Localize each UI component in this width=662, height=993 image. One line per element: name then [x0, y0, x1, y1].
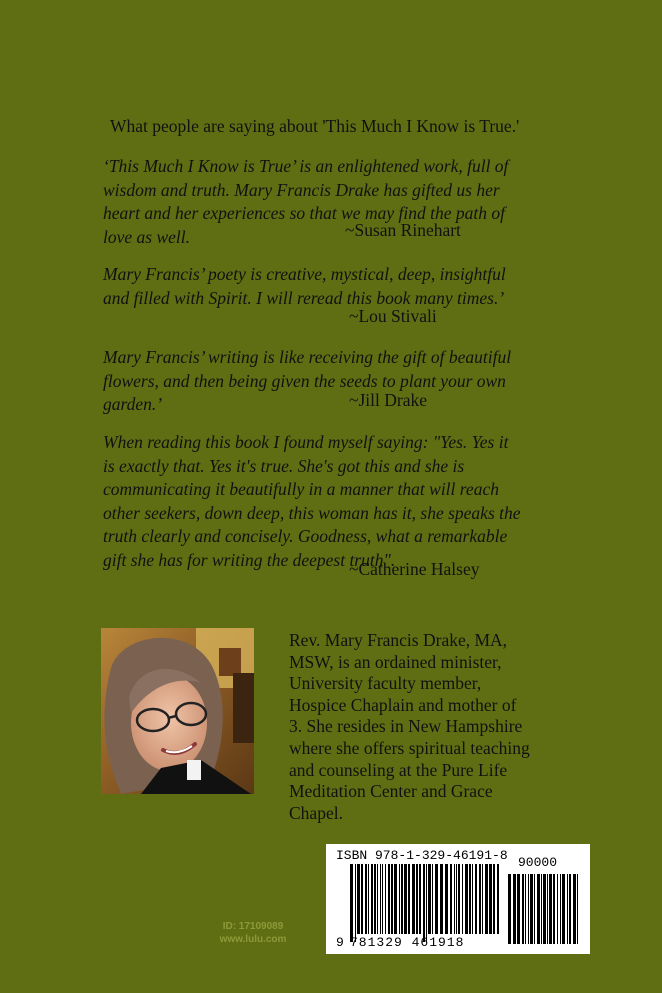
testimonial-line: is exactly that. Yes it's true. She's got this and she is: [103, 455, 465, 476]
testimonial-line: Mary Francis’ writing is like receiving the gift of beautiful: [103, 347, 512, 367]
isbn-text: ISBN 978-1-329-46191-8: [336, 848, 508, 863]
testimonial-2: [103, 263, 543, 310]
testimonial-line: and filled with Spirit. I will reread this book many times.’: [103, 287, 505, 308]
testimonial-line: flowers, and then being given the seeds to plant your own: [103, 370, 506, 391]
bio-line: Meditation Center and Grace: [289, 781, 493, 802]
bio-line: where she offers spiritual teaching: [289, 737, 530, 758]
heading: What people are saying about 'This Much I Know is True.': [110, 116, 520, 136]
testimonial-1-attribution: ~Susan Rinehart: [345, 220, 461, 240]
testimonial-line: love as well.: [103, 226, 190, 247]
testimonial-line: garden.’: [103, 394, 163, 414]
bio-line: Chapel.: [289, 802, 343, 823]
testimonial-line: When reading this book I found myself saying: "Yes. Yes it: [103, 432, 509, 452]
testimonial-4-attribution: ~Catherine Halsey: [349, 559, 480, 579]
author-bio: [289, 630, 554, 824]
testimonial-line: wisdom and truth. Mary Francis Drake has gifted us her: [103, 179, 500, 200]
testimonial-line: truth clearly and concisely. Goodness, what a remarkable: [103, 526, 508, 546]
testimonial-1: [103, 155, 543, 249]
bio-line: MSW, is an ordained minister,: [289, 651, 502, 672]
barcode-digits: 781329 461918: [350, 935, 465, 950]
testimonial-3-attribution: ~Jill Drake: [349, 390, 427, 410]
lulu-url: www.lulu.com: [219, 934, 287, 945]
bio-line: University faculty member,: [289, 673, 482, 694]
testimonial-line: gift she has for writing the deepest truth".: [103, 549, 396, 570]
lulu-id: ID: 17109089: [222, 921, 284, 932]
bio-line: Hospice Chaplain and mother of: [289, 694, 517, 715]
bio-line: Rev. Mary Francis Drake, MA,: [289, 630, 508, 650]
author-photo: [101, 628, 254, 794]
testimonial-line: Mary Francis’ poety is creative, mystical, deep, insightful: [103, 264, 506, 284]
testimonial-line: ‘This Much I Know is True’ is an enlightened work, full of: [103, 156, 509, 176]
price-addon-text: 90000: [518, 855, 558, 870]
testimonial-3: [103, 346, 543, 417]
barcode-lead-digit: 9: [336, 935, 344, 950]
lulu-watermark: [213, 920, 293, 946]
barcode-box: [326, 844, 590, 954]
bio-line: 3. She resides in New Hampshire: [289, 716, 523, 737]
testimonial-line: other seekers, down deep, this woman has it, she speaks the: [103, 502, 521, 523]
bio-line: and counseling at the Pure Life: [289, 759, 508, 780]
testimonial-line: heart and her experiences so that we may find the path of: [103, 203, 505, 223]
testimonial-2-attribution: ~Lou Stivali: [349, 306, 437, 326]
testimonial-4: [103, 431, 543, 572]
testimonial-line: communicating it beautifully in a manner that will reach: [103, 479, 499, 499]
